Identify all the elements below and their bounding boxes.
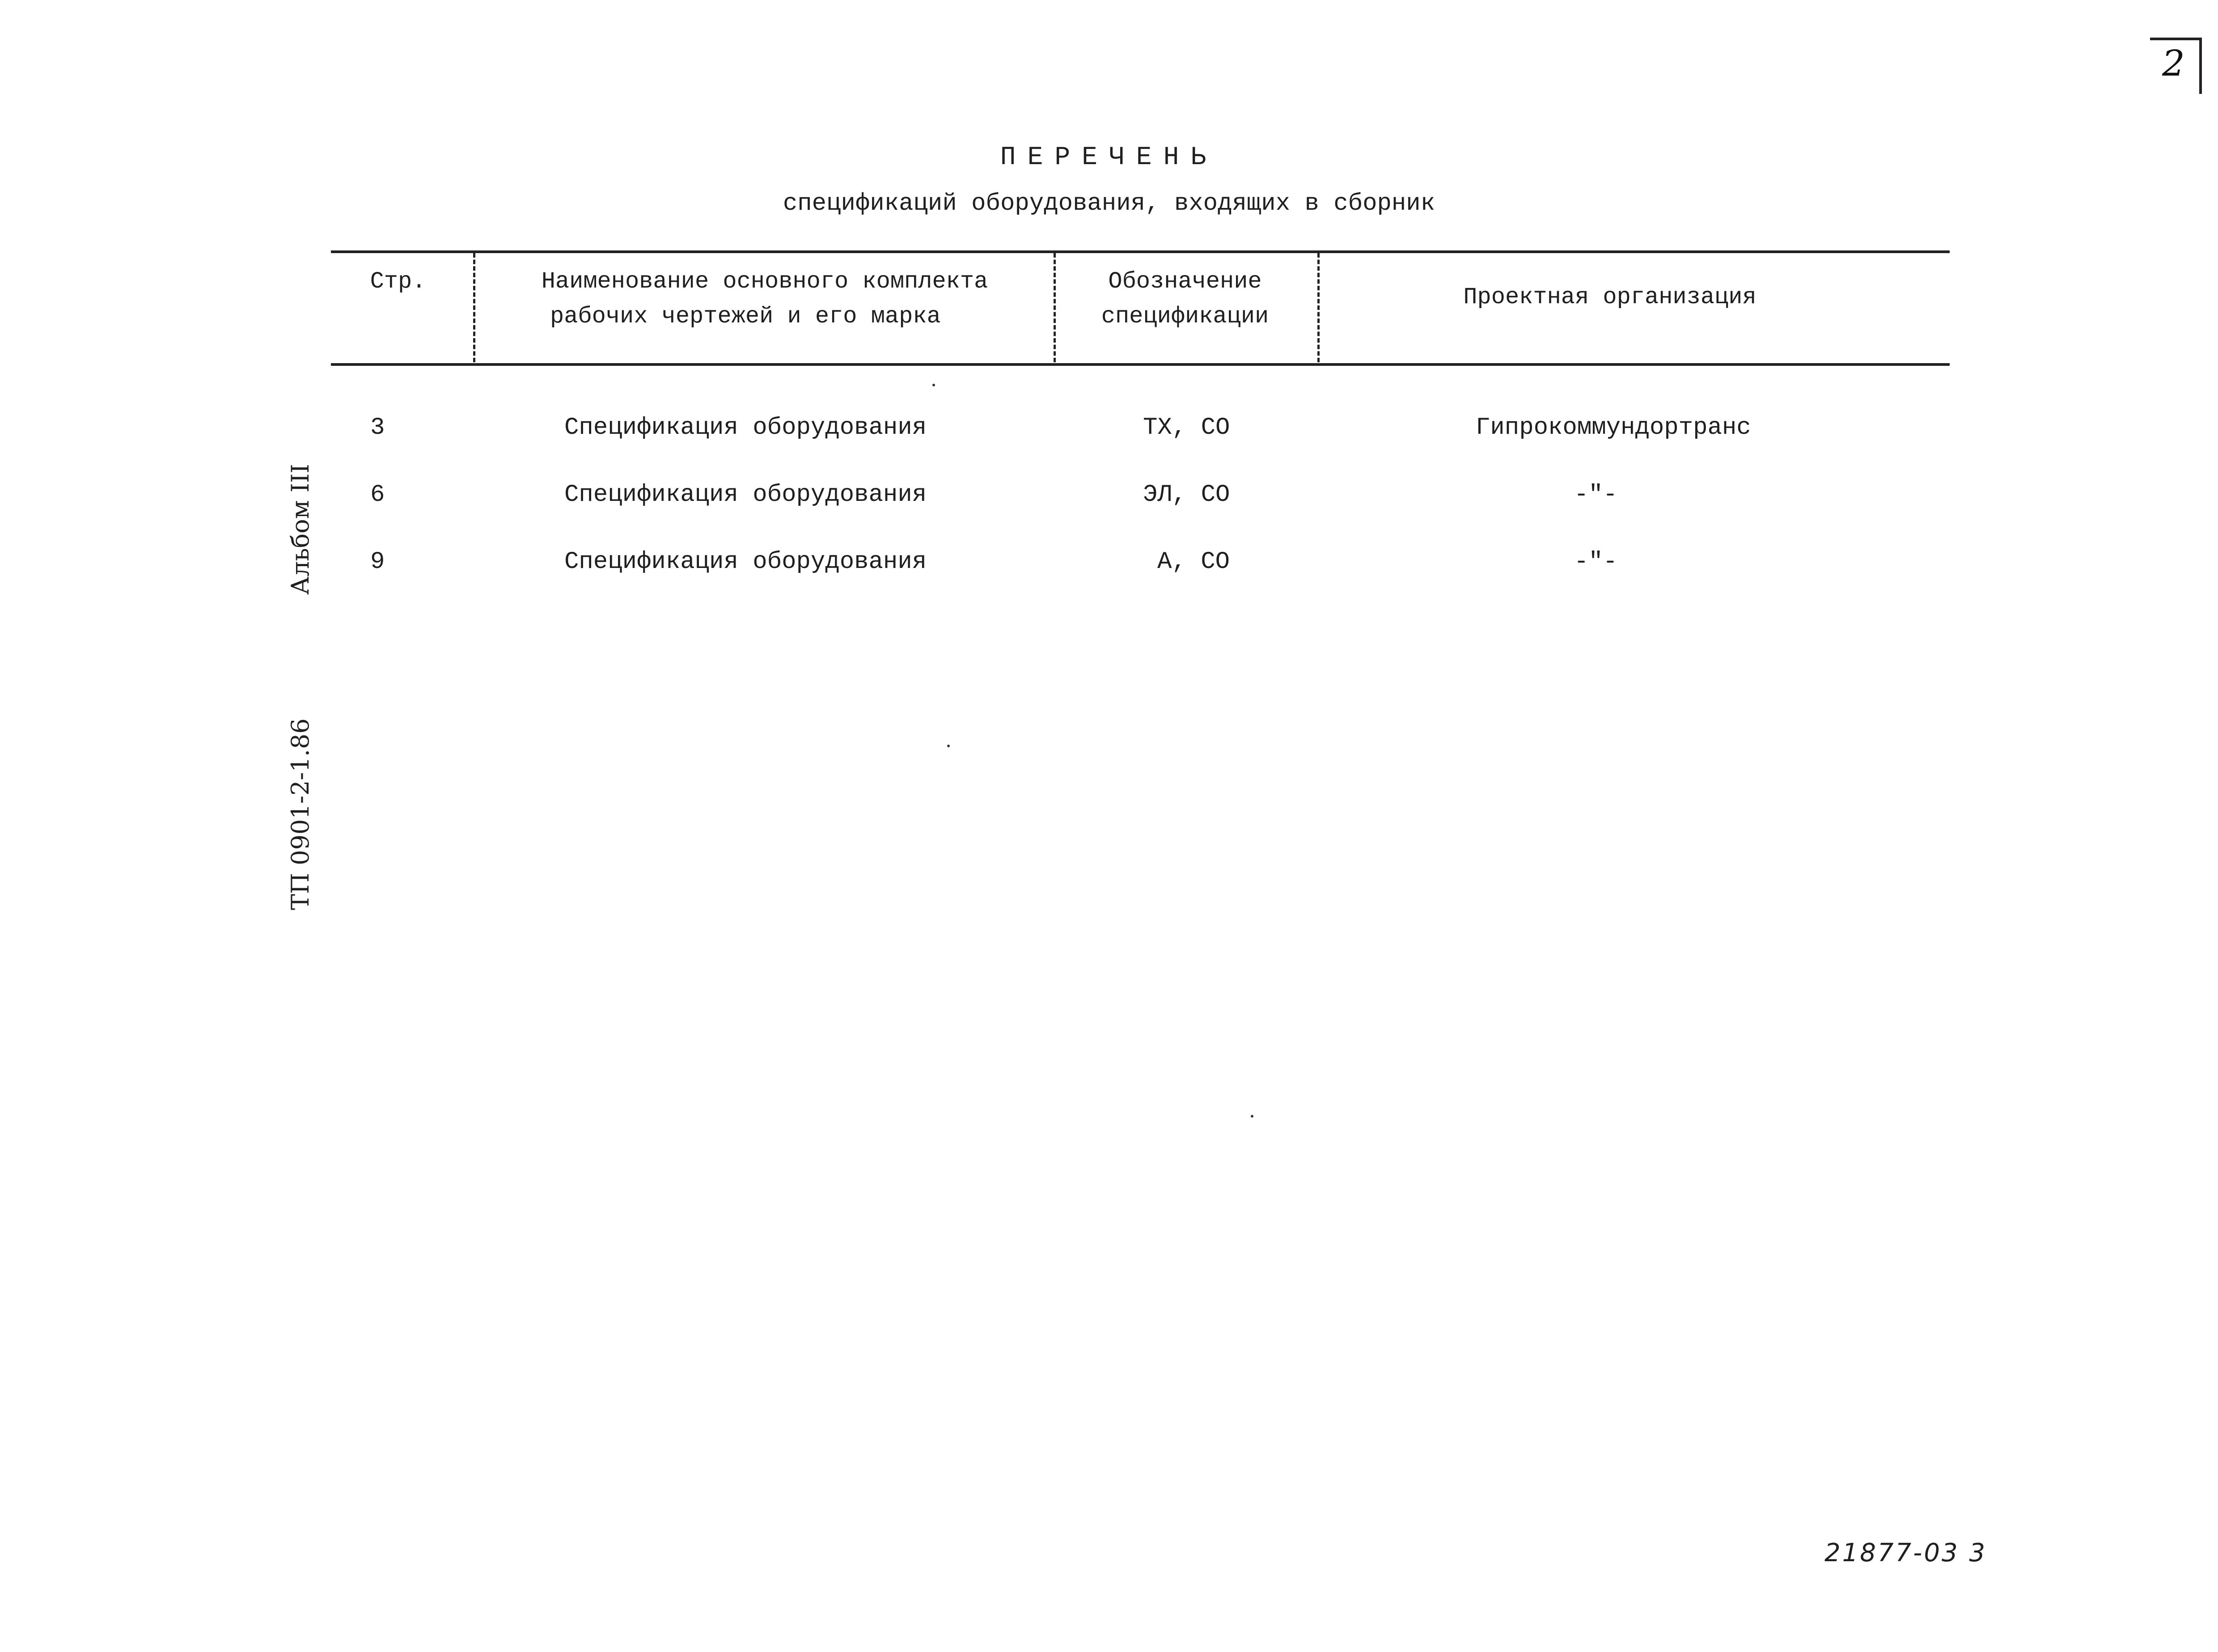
table-row-page: 3 [370, 414, 385, 441]
table-row-organization: -"- [1574, 548, 1618, 576]
header-name-line1: Наименование основного комплекта [541, 268, 988, 295]
scan-speck [932, 384, 935, 386]
scan-speck [947, 745, 950, 747]
scan-speck [1251, 1115, 1253, 1118]
column-separator [1317, 253, 1320, 362]
table-row-name: Спецификация оборудования [564, 481, 927, 508]
table-row-name: Спецификация оборудования [564, 414, 927, 441]
table-row-designation: ЭЛ, СО [1143, 481, 1230, 508]
header-organization: Проектная организация [1463, 284, 1757, 310]
table-row-designation: А, СО [1157, 548, 1230, 576]
document-title: ПЕРЕЧЕНЬ [1000, 143, 1218, 172]
header-designation-line2: спецификации [1101, 303, 1269, 330]
table-top-rule [331, 250, 1950, 253]
table-row-organization: -"- [1574, 481, 1618, 508]
document-code: 21877-03 3 [1824, 1538, 1987, 1567]
document-subtitle: спецификаций оборудования, входящих в сборник [783, 190, 1435, 217]
column-separator [473, 253, 475, 362]
project-code-stamp: ТП 0901-2-1.86 [286, 718, 314, 910]
column-separator [1054, 253, 1056, 362]
table-header-bottom-rule [331, 363, 1950, 366]
album-stamp: Альбом III [286, 464, 314, 595]
table-row-designation: ТХ, СО [1143, 414, 1230, 441]
header-name-line2: рабочих чертежей и его марка [550, 303, 941, 330]
table-row-organization: Гипрокоммундортранс [1476, 414, 1751, 441]
table-row-page: 6 [370, 481, 385, 508]
table-row-name: Спецификация оборудования [564, 548, 927, 576]
table-row-page: 9 [370, 548, 385, 576]
page-number: 2 [2162, 42, 2185, 84]
header-page: Стр. [370, 268, 426, 295]
header-designation-line1: Обозначение [1108, 268, 1262, 295]
